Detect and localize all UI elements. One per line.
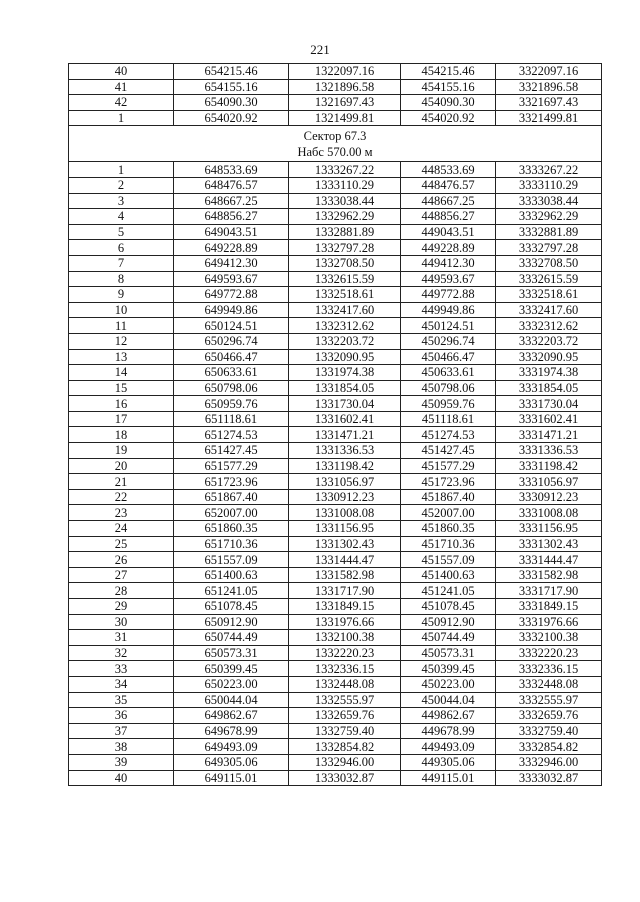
coordinate-cell: 1332708.50 (289, 255, 401, 271)
table-row (69, 536, 602, 552)
coordinate-cell: 3332555.97 (496, 692, 602, 708)
table-row (69, 505, 602, 521)
table-row (69, 489, 602, 505)
table-row (69, 754, 602, 770)
point-number-cell: 9 (69, 287, 174, 303)
coordinate-cell: 651427.45 (174, 443, 289, 459)
coordinate-cell: 1332659.76 (289, 708, 401, 724)
coordinate-cell: 1332417.60 (289, 302, 401, 318)
coordinate-cell: 450744.49 (401, 630, 496, 646)
coordinate-cell: 451710.36 (401, 536, 496, 552)
coordinate-cell: 648476.57 (174, 177, 289, 193)
coordinate-cell: 648667.25 (174, 193, 289, 209)
coordinate-cell: 649115.01 (174, 770, 289, 786)
coordinate-cell: 450573.31 (401, 645, 496, 661)
coordinate-cell: 1333110.29 (289, 177, 401, 193)
coordinate-cell: 1331056.97 (289, 474, 401, 490)
point-number-cell: 22 (69, 489, 174, 505)
coordinate-cell: 654090.30 (174, 95, 289, 111)
coordinate-cell: 454020.92 (401, 110, 496, 126)
coordinate-cell: 651867.40 (174, 489, 289, 505)
point-number-cell: 38 (69, 739, 174, 755)
coordinate-cell: 451577.29 (401, 458, 496, 474)
coordinate-cell: 1332090.95 (289, 349, 401, 365)
coordinate-cell: 1332555.97 (289, 692, 401, 708)
coordinate-cell: 450044.04 (401, 692, 496, 708)
coordinate-cell: 651577.29 (174, 458, 289, 474)
coordinate-cell: 1331471.21 (289, 427, 401, 443)
coordinate-cell: 449228.89 (401, 240, 496, 256)
coordinate-cell: 454215.46 (401, 64, 496, 80)
coordinate-cell: 3332708.50 (496, 255, 602, 271)
point-number-cell: 3 (69, 193, 174, 209)
coordinate-cell: 3331156.95 (496, 521, 602, 537)
point-number-cell: 40 (69, 64, 174, 80)
coordinate-cell: 449115.01 (401, 770, 496, 786)
point-number-cell: 1 (69, 162, 174, 178)
coordinate-cell: 1332518.61 (289, 287, 401, 303)
coordinate-cell: 451400.63 (401, 567, 496, 583)
coordinate-cell: 1331976.66 (289, 614, 401, 630)
point-number-cell: 15 (69, 380, 174, 396)
coordinate-cell: 1331582.98 (289, 567, 401, 583)
point-number-cell: 5 (69, 224, 174, 240)
coordinate-cell: 449043.51 (401, 224, 496, 240)
coordinate-cell: 1331849.15 (289, 599, 401, 615)
point-number-cell: 40 (69, 770, 174, 786)
table-row (69, 110, 602, 126)
coordinate-cell: 651274.53 (174, 427, 289, 443)
coordinate-cell: 450124.51 (401, 318, 496, 334)
table-row (69, 193, 602, 209)
table-row (69, 443, 602, 459)
coordinate-cell: 1331156.95 (289, 521, 401, 537)
point-number-cell: 13 (69, 349, 174, 365)
coordinate-cell: 449862.67 (401, 708, 496, 724)
coordinate-cell: 3332090.95 (496, 349, 602, 365)
point-number-cell: 8 (69, 271, 174, 287)
coordinate-cell: 651078.45 (174, 599, 289, 615)
point-number-cell: 6 (69, 240, 174, 256)
coordinate-cell: 3331602.41 (496, 411, 602, 427)
coordinate-cell: 1332615.59 (289, 271, 401, 287)
table-row (69, 645, 602, 661)
table-row (69, 770, 602, 786)
coordinate-cell: 451723.96 (401, 474, 496, 490)
coordinate-cell: 1331717.90 (289, 583, 401, 599)
coordinate-cell: 650912.90 (174, 614, 289, 630)
table-row (69, 599, 602, 615)
coordinate-cell: 649678.99 (174, 723, 289, 739)
table-row (69, 676, 602, 692)
point-number-cell: 33 (69, 661, 174, 677)
coordinate-cell: 650744.49 (174, 630, 289, 646)
table-row (69, 567, 602, 583)
coordinate-cell: 1332220.23 (289, 645, 401, 661)
coordinate-cell: 450223.00 (401, 676, 496, 692)
coordinate-cell: 651557.09 (174, 552, 289, 568)
coordinate-cell: 3332659.76 (496, 708, 602, 724)
coordinate-cell: 3332615.59 (496, 271, 602, 287)
coordinate-cell: 449493.09 (401, 739, 496, 755)
table-row (69, 458, 602, 474)
coordinate-cell: 1332100.38 (289, 630, 401, 646)
coordinate-cell: 649862.67 (174, 708, 289, 724)
coordinate-cell: 652007.00 (174, 505, 289, 521)
coordinate-cell: 1332448.08 (289, 676, 401, 692)
point-number-cell: 12 (69, 333, 174, 349)
coordinate-cell: 3332797.28 (496, 240, 602, 256)
coordinate-cell: 1332336.15 (289, 661, 401, 677)
coordinate-cell: 1332759.40 (289, 723, 401, 739)
point-number-cell: 32 (69, 645, 174, 661)
coordinate-cell: 454090.30 (401, 95, 496, 111)
coordinate-cell: 651710.36 (174, 536, 289, 552)
coordinate-cell: 650223.00 (174, 676, 289, 692)
coordinate-cell: 651400.63 (174, 567, 289, 583)
coordinate-cell: 450633.61 (401, 365, 496, 381)
coordinate-cell: 3332312.62 (496, 318, 602, 334)
table-row (69, 302, 602, 318)
coordinate-cell: 3321697.43 (496, 95, 602, 111)
point-number-cell: 10 (69, 302, 174, 318)
coordinate-cell: 648533.69 (174, 162, 289, 178)
coordinate-cell: 1322097.16 (289, 64, 401, 80)
point-number-cell: 34 (69, 676, 174, 692)
table-row (69, 365, 602, 381)
coordinate-cell: 650959.76 (174, 396, 289, 412)
coordinate-cell: 449412.30 (401, 255, 496, 271)
coordinate-cell: 650798.06 (174, 380, 289, 396)
table-row (69, 692, 602, 708)
coordinate-cell: 649493.09 (174, 739, 289, 755)
coordinate-cell: 3331444.47 (496, 552, 602, 568)
coordinate-cell: 650296.74 (174, 333, 289, 349)
coordinate-cell: 450399.45 (401, 661, 496, 677)
coordinate-cell: 1331198.42 (289, 458, 401, 474)
coordinate-cell: 1331444.47 (289, 552, 401, 568)
table-row (69, 349, 602, 365)
coordinate-cell: 451557.09 (401, 552, 496, 568)
coordinate-cell: 3331302.43 (496, 536, 602, 552)
coordinate-cell: 3331854.05 (496, 380, 602, 396)
coordinate-cell: 452007.00 (401, 505, 496, 521)
coordinate-cell: 3332203.72 (496, 333, 602, 349)
sector-header-cell (69, 126, 602, 162)
coordinate-cell: 1332203.72 (289, 333, 401, 349)
coordinate-cell: 450912.90 (401, 614, 496, 630)
coordinate-cell: 451118.61 (401, 411, 496, 427)
point-number-cell: 27 (69, 567, 174, 583)
coordinate-cell: 3322097.16 (496, 64, 602, 80)
coordinate-cell: 654155.16 (174, 79, 289, 95)
coordinate-cell: 3331974.38 (496, 365, 602, 381)
coordinate-cell: 448856.27 (401, 209, 496, 225)
coordinate-cell: 449305.06 (401, 754, 496, 770)
table-row (69, 521, 602, 537)
table-row (69, 209, 602, 225)
coordinate-cell: 651118.61 (174, 411, 289, 427)
point-number-cell: 24 (69, 521, 174, 537)
coordinate-cell: 3333038.44 (496, 193, 602, 209)
point-number-cell: 26 (69, 552, 174, 568)
coordinate-cell: 3332518.61 (496, 287, 602, 303)
point-number-cell: 14 (69, 365, 174, 381)
coordinate-cell: 454155.16 (401, 79, 496, 95)
coordinate-cell: 1331730.04 (289, 396, 401, 412)
table-row (69, 162, 602, 178)
coordinate-cell: 449772.88 (401, 287, 496, 303)
sector-header-row (69, 126, 602, 162)
point-number-cell: 2 (69, 177, 174, 193)
coordinate-cell: 1332312.62 (289, 318, 401, 334)
coordinate-cell: 1333032.87 (289, 770, 401, 786)
table-row (69, 240, 602, 256)
coordinate-cell: 1330912.23 (289, 489, 401, 505)
coordinate-cell: 3331976.66 (496, 614, 602, 630)
table-row (69, 661, 602, 677)
table-row (69, 411, 602, 427)
coordinate-cell: 448533.69 (401, 162, 496, 178)
coordinate-cell: 3332759.40 (496, 723, 602, 739)
coordinate-cell: 3331336.53 (496, 443, 602, 459)
coordinate-cell: 649949.86 (174, 302, 289, 318)
point-number-cell: 19 (69, 443, 174, 459)
table-row (69, 739, 602, 755)
table-body-sector (69, 162, 602, 786)
coordinate-cell: 1321499.81 (289, 110, 401, 126)
table-row (69, 474, 602, 490)
sector-height: Набс 570.00 м (297, 145, 373, 160)
coordinate-cell: 1332962.29 (289, 209, 401, 225)
coordinate-cell: 650466.47 (174, 349, 289, 365)
table-row (69, 614, 602, 630)
point-number-cell: 39 (69, 754, 174, 770)
coordinate-cell: 1333267.22 (289, 162, 401, 178)
coordinate-cell: 3332100.38 (496, 630, 602, 646)
coordinate-cell: 449949.86 (401, 302, 496, 318)
coordinate-cell: 649228.89 (174, 240, 289, 256)
coordinate-cell: 1331336.53 (289, 443, 401, 459)
coordinate-cell: 3321499.81 (496, 110, 602, 126)
coordinate-cell: 654020.92 (174, 110, 289, 126)
coordinate-cell: 451860.35 (401, 521, 496, 537)
coordinate-cell: 650573.31 (174, 645, 289, 661)
coordinate-cell: 1332854.82 (289, 739, 401, 755)
point-number-cell: 7 (69, 255, 174, 271)
point-number-cell: 20 (69, 458, 174, 474)
coordinate-cell: 651860.35 (174, 521, 289, 537)
coordinate-cell: 3331056.97 (496, 474, 602, 490)
coordinate-cell: 649043.51 (174, 224, 289, 240)
coordinate-cell: 1331854.05 (289, 380, 401, 396)
point-number-cell: 42 (69, 95, 174, 111)
coordinate-cell: 1332946.00 (289, 754, 401, 770)
table-row (69, 318, 602, 334)
coordinate-cell: 3331849.15 (496, 599, 602, 615)
table-row (69, 396, 602, 412)
point-number-cell: 23 (69, 505, 174, 521)
coordinate-cell: 3331730.04 (496, 396, 602, 412)
point-number-cell: 1 (69, 110, 174, 126)
coordinate-cell: 3332854.82 (496, 739, 602, 755)
coordinate-cell: 650399.45 (174, 661, 289, 677)
coordinate-cell: 651723.96 (174, 474, 289, 490)
table-row (69, 287, 602, 303)
coordinate-cell: 448667.25 (401, 193, 496, 209)
coordinate-cell: 3331582.98 (496, 567, 602, 583)
table-row (69, 255, 602, 271)
coordinate-cell: 649593.67 (174, 271, 289, 287)
coordinate-cell: 3331717.90 (496, 583, 602, 599)
coordinate-cell: 448476.57 (401, 177, 496, 193)
coordinate-cell: 451274.53 (401, 427, 496, 443)
coordinate-cell: 3332220.23 (496, 645, 602, 661)
coordinate-cell: 649305.06 (174, 754, 289, 770)
coordinate-cell: 450959.76 (401, 396, 496, 412)
sector-title: Сектор 67.3 (303, 129, 367, 144)
table-row (69, 723, 602, 739)
coordinate-cell: 1333038.44 (289, 193, 401, 209)
coordinate-cell: 1321697.43 (289, 95, 401, 111)
coordinate-cell: 1332881.89 (289, 224, 401, 240)
point-number-cell: 17 (69, 411, 174, 427)
point-number-cell: 29 (69, 599, 174, 615)
point-number-cell: 16 (69, 396, 174, 412)
coordinates-table (68, 63, 602, 786)
point-number-cell: 18 (69, 427, 174, 443)
table-row (69, 177, 602, 193)
coordinate-cell: 1331974.38 (289, 365, 401, 381)
coordinate-cell: 3333110.29 (496, 177, 602, 193)
coordinate-cell: 651241.05 (174, 583, 289, 599)
coordinate-cell: 3333032.87 (496, 770, 602, 786)
coordinate-cell: 451427.45 (401, 443, 496, 459)
coordinate-cell: 3331471.21 (496, 427, 602, 443)
coordinate-cell: 450798.06 (401, 380, 496, 396)
point-number-cell: 37 (69, 723, 174, 739)
table-row (69, 271, 602, 287)
coordinate-cell: 1332797.28 (289, 240, 401, 256)
coordinate-cell: 649412.30 (174, 255, 289, 271)
point-number-cell: 11 (69, 318, 174, 334)
point-number-cell: 28 (69, 583, 174, 599)
coordinate-cell: 1331302.43 (289, 536, 401, 552)
point-number-cell: 30 (69, 614, 174, 630)
coordinate-cell: 3333267.22 (496, 162, 602, 178)
coordinate-cell: 3332336.15 (496, 661, 602, 677)
point-number-cell: 41 (69, 79, 174, 95)
table-row (69, 583, 602, 599)
coordinate-cell: 3331198.42 (496, 458, 602, 474)
point-number-cell: 4 (69, 209, 174, 225)
coordinate-cell: 650633.61 (174, 365, 289, 381)
point-number-cell: 21 (69, 474, 174, 490)
table-row (69, 95, 602, 111)
coordinate-cell: 451241.05 (401, 583, 496, 599)
point-number-cell: 35 (69, 692, 174, 708)
coordinate-cell: 3332448.08 (496, 676, 602, 692)
table-row (69, 224, 602, 240)
coordinate-cell: 648856.27 (174, 209, 289, 225)
coordinate-cell: 654215.46 (174, 64, 289, 80)
coordinate-cell: 450466.47 (401, 349, 496, 365)
coordinate-cell: 3332962.29 (496, 209, 602, 225)
table-row (69, 552, 602, 568)
table-body-sector-header (69, 126, 602, 162)
coordinate-cell: 449593.67 (401, 271, 496, 287)
table-row (69, 64, 602, 80)
page-number: 221 (310, 42, 330, 57)
coordinate-cell: 3332881.89 (496, 224, 602, 240)
coordinate-cell: 3330912.23 (496, 489, 602, 505)
coordinate-cell: 650124.51 (174, 318, 289, 334)
table-body-top (69, 64, 602, 126)
coordinate-cell: 1331008.08 (289, 505, 401, 521)
point-number-cell: 31 (69, 630, 174, 646)
coordinate-cell: 3321896.58 (496, 79, 602, 95)
coordinate-cell: 650044.04 (174, 692, 289, 708)
table-row (69, 333, 602, 349)
coordinate-cell: 451867.40 (401, 489, 496, 505)
table-row (69, 380, 602, 396)
coordinate-cell: 3331008.08 (496, 505, 602, 521)
table-row (69, 630, 602, 646)
table-row (69, 427, 602, 443)
coordinate-cell: 1321896.58 (289, 79, 401, 95)
table-row (69, 708, 602, 724)
point-number-cell: 25 (69, 536, 174, 552)
coordinate-cell: 1331602.41 (289, 411, 401, 427)
coordinate-cell: 649772.88 (174, 287, 289, 303)
coordinate-cell: 449678.99 (401, 723, 496, 739)
coordinate-cell: 450296.74 (401, 333, 496, 349)
coordinate-cell: 451078.45 (401, 599, 496, 615)
point-number-cell: 36 (69, 708, 174, 724)
coordinate-cell: 3332417.60 (496, 302, 602, 318)
table-row (69, 79, 602, 95)
coordinate-cell: 3332946.00 (496, 754, 602, 770)
